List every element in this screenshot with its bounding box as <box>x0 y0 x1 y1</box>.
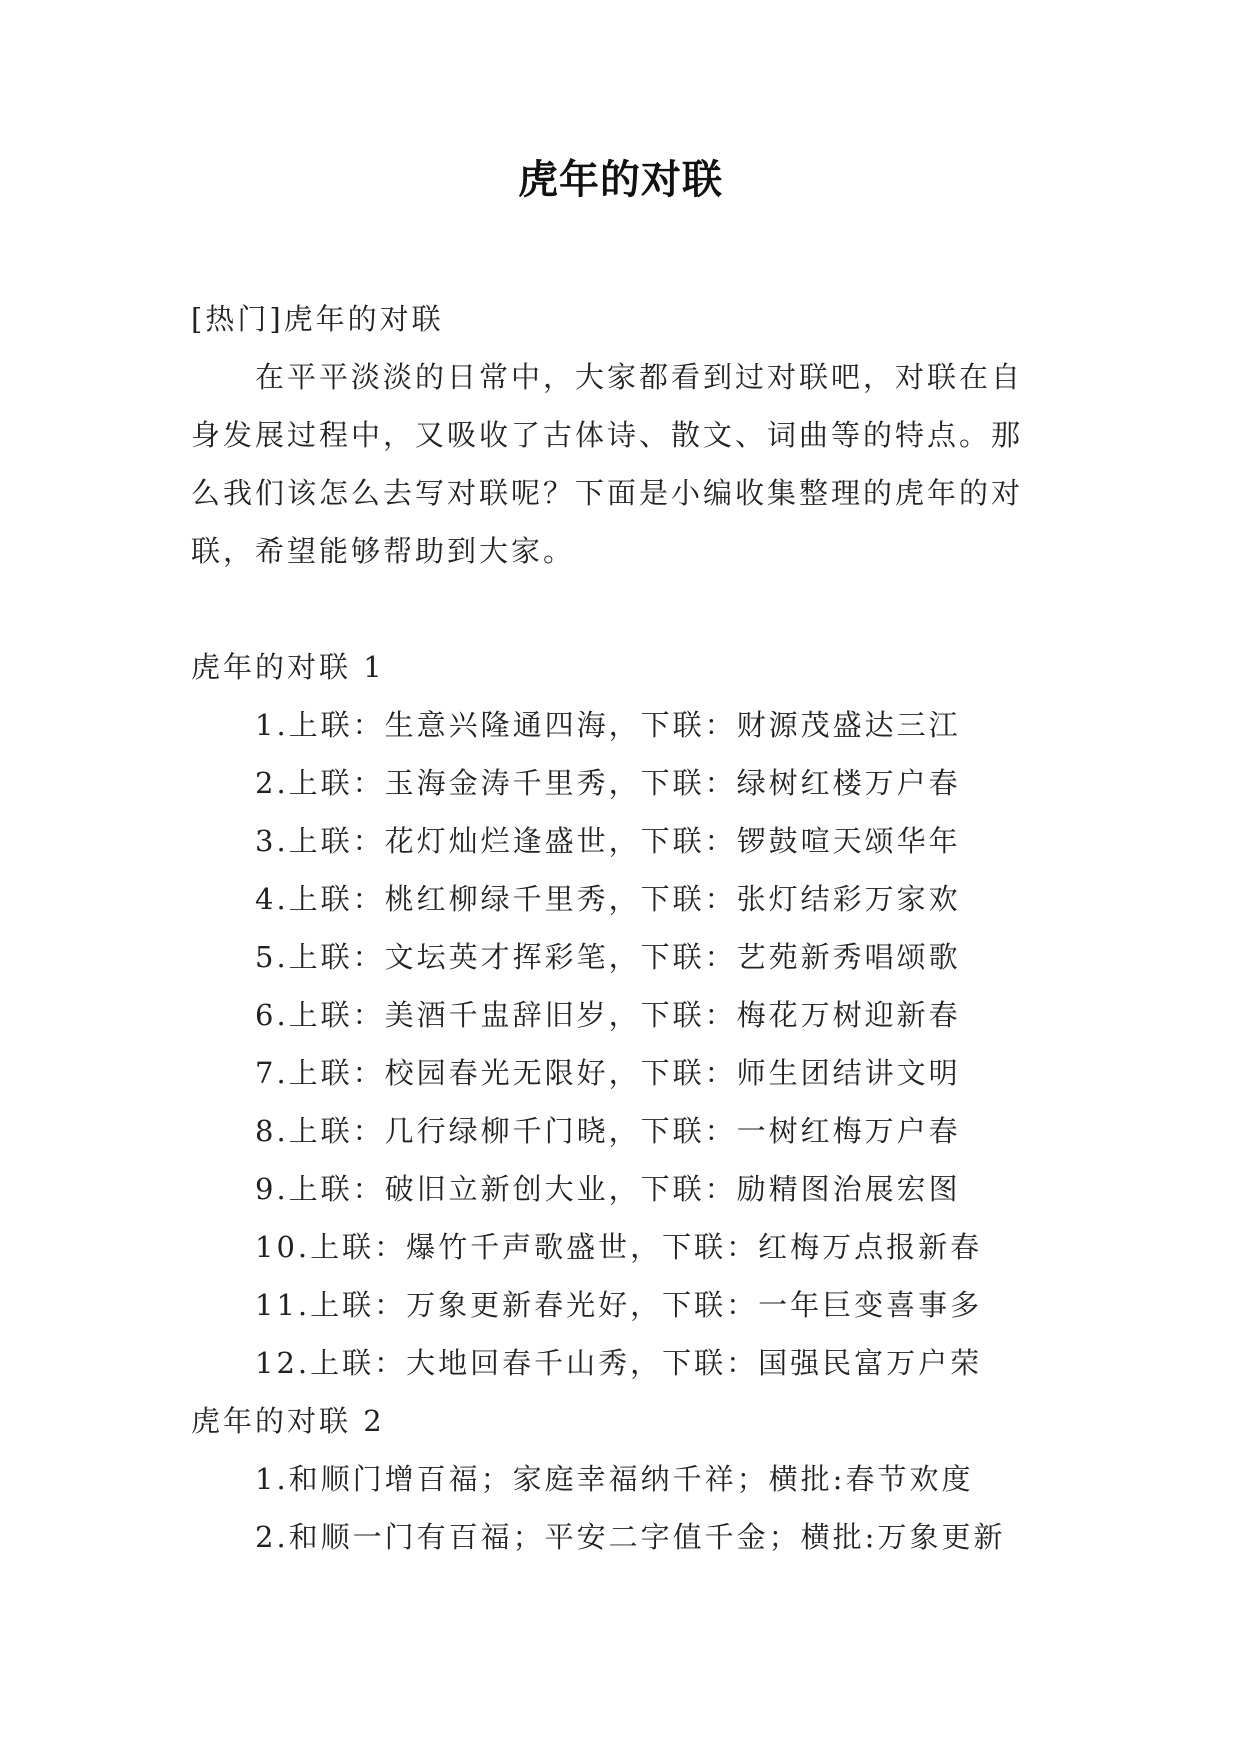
couplet-item: 4.上联：桃红柳绿千里秀，下联：张灯结彩万家欢 <box>255 882 961 916</box>
couplet-item: 12.上联：大地回春千山秀，下联：国强民富万户荣 <box>255 1346 983 1380</box>
couplet-item: 9.上联：破旧立新创大业，下联：励精图治展宏图 <box>255 1172 961 1206</box>
intro-paragraph: 在平平淡淡的日常中，大家都看到过对联吧，对联在自身发展过程中，又吸收了古体诗、散文、词曲等的特点。那么我们该怎么去写对联呢？下面是小编收集整理的虎年的对联，希望能够帮助到大家。 <box>191 360 1024 568</box>
couplet-item: 3.上联：花灯灿烂逢盛世，下联：锣鼓喧天颂华年 <box>255 824 961 858</box>
subtitle: [热门]虎年的对联 <box>191 302 444 336</box>
couplet-item: 10.上联：爆竹千声歌盛世，下联：红梅万点报新春 <box>255 1230 983 1264</box>
couplet-item: 5.上联：文坛英才挥彩笔，下联：艺苑新秀唱颂歌 <box>255 940 961 974</box>
document-title: 虎年的对联 <box>518 157 723 203</box>
couplet-item: 2.上联：玉海金涛千里秀，下联：绿树红楼万户春 <box>255 766 961 800</box>
section-heading-2: 虎年的对联 2 <box>191 1404 385 1438</box>
spacer <box>191 580 1051 638</box>
couplet-item: 1.和顺门增百福；家庭幸福纳千祥；横批:春节欢度 <box>255 1462 974 1496</box>
couplet-item: 7.上联：校园春光无限好，下联：师生团结讲文明 <box>255 1056 961 1090</box>
document-body <box>191 290 1051 1566</box>
couplet-item: 6.上联：美酒千盅辞旧岁，下联：梅花万树迎新春 <box>255 998 961 1032</box>
couplet-item: 11.上联：万象更新春光好，下联：一年巨变喜事多 <box>255 1288 983 1322</box>
section-heading-1: 虎年的对联 1 <box>191 650 385 684</box>
couplet-item: 8.上联：几行绿柳千门晓，下联：一树红梅万户春 <box>255 1114 961 1148</box>
couplet-item: 2.和顺一门有百福；平安二字值千金；横批:万象更新 <box>255 1520 1006 1554</box>
couplet-item: 1.上联：生意兴隆通四海，下联：财源茂盛达三江 <box>255 708 961 742</box>
